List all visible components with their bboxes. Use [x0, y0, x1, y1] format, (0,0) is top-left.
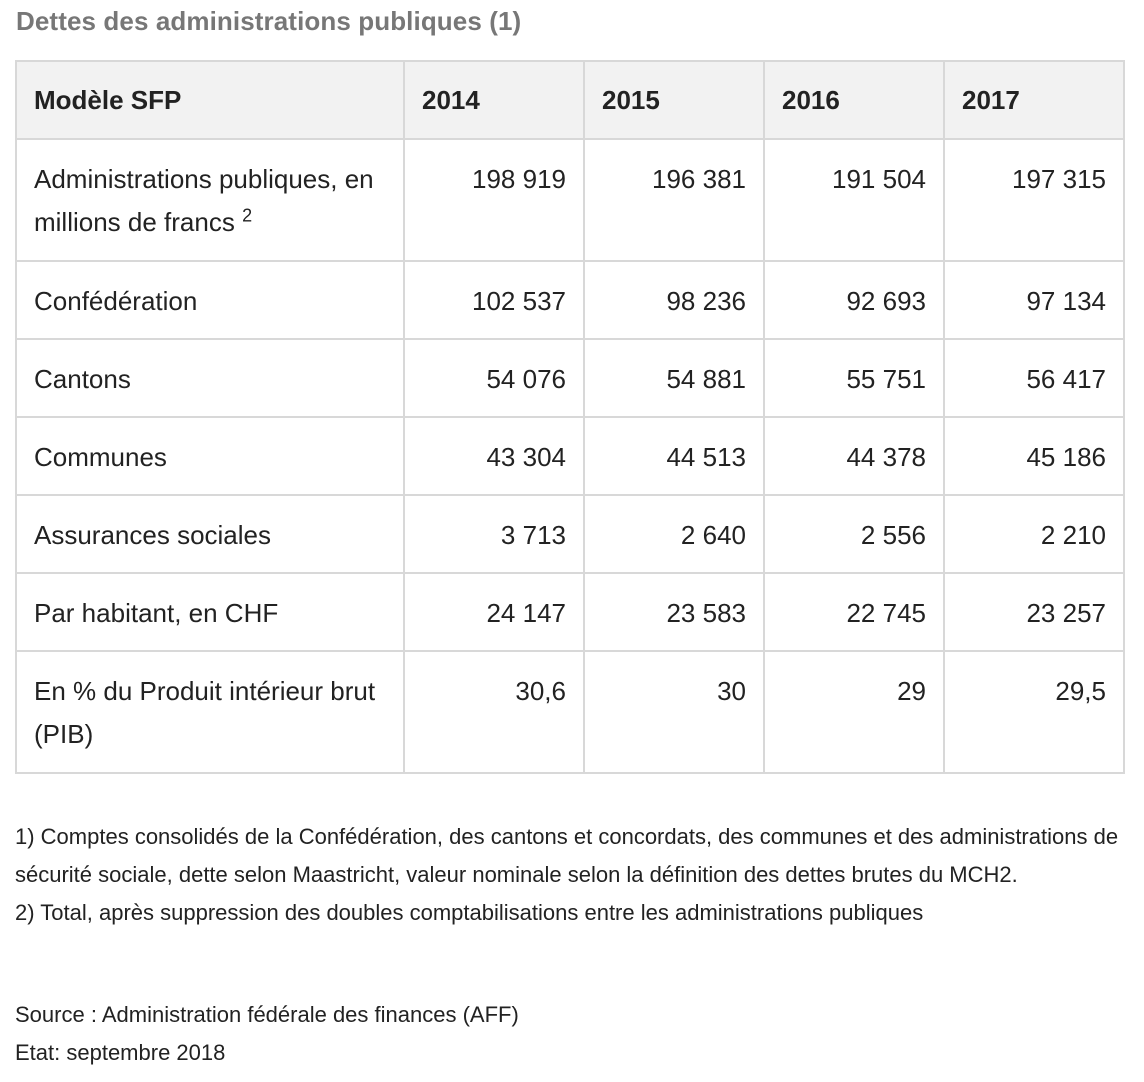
row-label: En % du Produit intérieur brut (PIB)	[16, 651, 404, 773]
table-cell: 198 919	[404, 139, 584, 261]
column-header-model: Modèle SFP	[16, 61, 404, 139]
table-row	[16, 495, 1124, 573]
table-cell: 196 381	[584, 139, 764, 261]
table-cell: 197 315	[944, 139, 1124, 261]
row-label: Assurances sociales	[16, 495, 404, 573]
table-cell: 3 713	[404, 495, 584, 573]
table-cell: 92 693	[764, 261, 944, 339]
footnote-marker: 2	[242, 205, 253, 226]
footnote-1: 1) Comptes consolidés de la Confédération, des cantons et concordats, des communes et des administrations de sécurité sociale, dette selon Maastricht, valeur nominale selon la définition des dettes brutes du MCH2.	[15, 824, 1119, 887]
table-cell: 23 583	[584, 573, 764, 651]
column-header-2017: 2017	[944, 61, 1124, 139]
table-cell: 97 134	[944, 261, 1124, 339]
source-info	[15, 996, 519, 1072]
table-cell: 56 417	[944, 339, 1124, 417]
table-row	[16, 573, 1124, 651]
table-cell: 54 076	[404, 339, 584, 417]
table-cell: 29,5	[944, 651, 1124, 773]
column-header-2015: 2015	[584, 61, 764, 139]
table-row	[16, 339, 1124, 417]
table-row	[16, 651, 1124, 773]
debt-table	[15, 60, 1125, 774]
table-row	[16, 417, 1124, 495]
table-cell: 30,6	[404, 651, 584, 773]
footnotes	[15, 818, 1125, 932]
table-cell: 43 304	[404, 417, 584, 495]
table-cell: 98 236	[584, 261, 764, 339]
row-label: Communes	[16, 417, 404, 495]
table-cell: 2 210	[944, 495, 1124, 573]
source-line: Source : Administration fédérale des finances (AFF)	[15, 1002, 519, 1027]
table-cell: 54 881	[584, 339, 764, 417]
table-cell: 45 186	[944, 417, 1124, 495]
footnote-2: 2) Total, après suppression des doubles comptabilisations entre les administrations publiques	[15, 900, 924, 925]
table-cell: 22 745	[764, 573, 944, 651]
table-cell: 23 257	[944, 573, 1124, 651]
status-date: Etat: septembre 2018	[15, 1040, 226, 1065]
table-cell: 44 378	[764, 417, 944, 495]
table-cell: 30	[584, 651, 764, 773]
table-cell: 55 751	[764, 339, 944, 417]
table-row	[16, 261, 1124, 339]
row-label: Cantons	[16, 339, 404, 417]
table-title: Dettes des administrations publiques (1)	[16, 6, 522, 36]
row-label: Par habitant, en CHF	[16, 573, 404, 651]
table-cell: 24 147	[404, 573, 584, 651]
table-cell: 44 513	[584, 417, 764, 495]
table-cell: 29	[764, 651, 944, 773]
table-row	[16, 139, 1124, 261]
table-cell: 2 640	[584, 495, 764, 573]
column-header-2016: 2016	[764, 61, 944, 139]
table-cell: 2 556	[764, 495, 944, 573]
row-label	[16, 139, 404, 261]
row-label: Confédération	[16, 261, 404, 339]
column-header-2014: 2014	[404, 61, 584, 139]
table-header-row	[16, 61, 1124, 139]
row-label-text: Administrations publiques, en millions de francs	[34, 164, 374, 237]
table-cell: 191 504	[764, 139, 944, 261]
table-cell: 102 537	[404, 261, 584, 339]
